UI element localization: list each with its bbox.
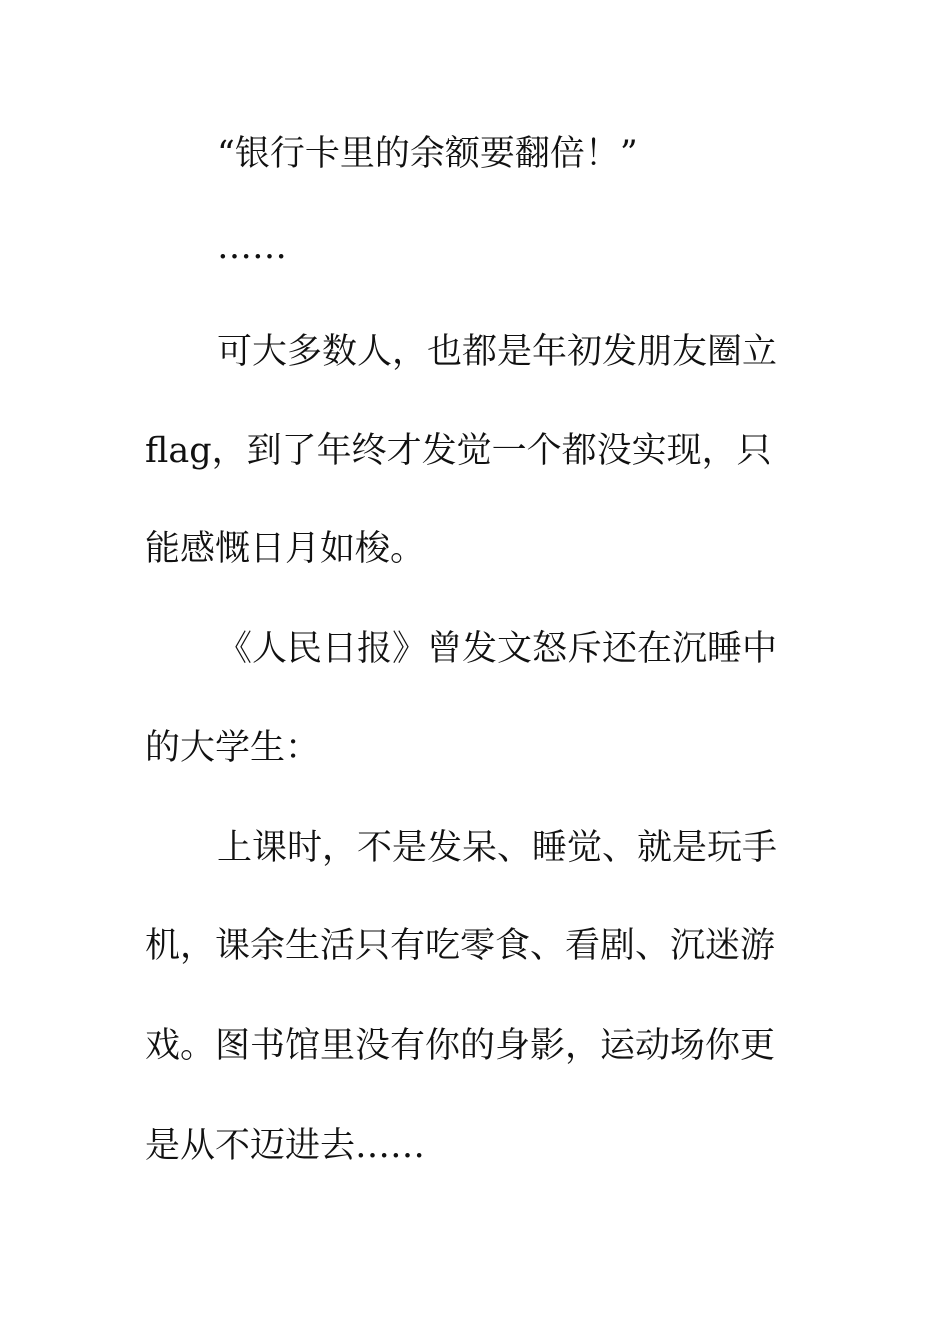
paragraph-line: 戏。图书馆里没有你的身影，运动场你更 <box>145 1026 776 1066</box>
paragraph-line: 能感慨日月如梭。 <box>145 529 426 569</box>
paragraph-line: 机，课余生活只有吃零食、看剧、沉迷游 <box>145 926 776 966</box>
paragraph-line: 上课时，不是发呆、睡觉、就是玩手 <box>217 828 778 868</box>
ellipsis-line: …… <box>217 227 287 267</box>
paragraph-line: flag，到了年终才发觉一个都没实现，只 <box>145 431 772 471</box>
paragraph-line: 《人民日报》曾发文怒斥还在沉睡中 <box>217 629 778 669</box>
paragraph-line: 是从不迈进去…… <box>145 1126 426 1166</box>
quote-line: “银行卡里的余额要翻倍！” <box>217 134 638 174</box>
paragraph-line: 可大多数人，也都是年初发朋友圈立 <box>217 332 778 372</box>
paragraph-line: 的大学生： <box>145 728 321 768</box>
